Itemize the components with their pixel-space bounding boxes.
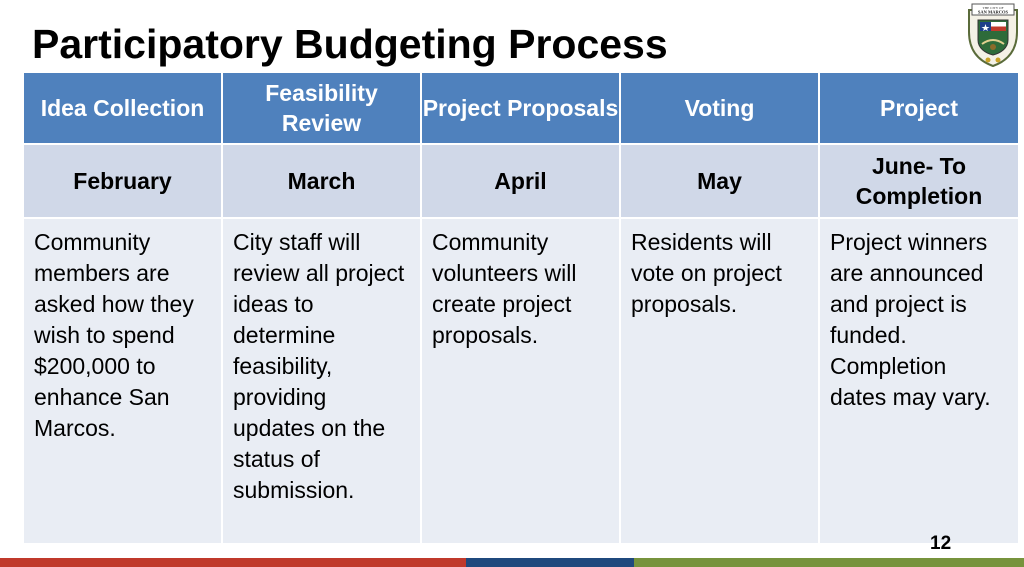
month-cell: February xyxy=(23,144,222,218)
process-table xyxy=(22,71,1020,545)
footer-bar-blue xyxy=(466,558,634,567)
city-seal-icon xyxy=(966,2,1020,68)
page-number: 12 xyxy=(930,533,952,554)
month-cell: March xyxy=(222,144,421,218)
svg-text:THE CITY OF: THE CITY OF xyxy=(982,6,1004,10)
phase-header: Feasibility Review xyxy=(222,72,421,144)
month-cell: June- To Completion xyxy=(819,144,1019,218)
phase-header: Project Proposals xyxy=(421,72,620,144)
description-cell: Community members are asked how they wish to spend $200,000 to enhance San Marcos. xyxy=(23,218,222,544)
page-title: Participatory Budgeting Process xyxy=(32,21,668,67)
description-row xyxy=(23,218,1019,544)
description-cell: Project winners are announced and project is funded. Completion dates may vary. xyxy=(819,218,1019,544)
description-cell: Residents will vote on project proposals. xyxy=(620,218,819,544)
phase-header: Idea Collection xyxy=(23,72,222,144)
footer-bar-green xyxy=(634,558,1024,567)
month-cell: April xyxy=(421,144,620,218)
month-row xyxy=(23,144,1019,218)
description-cell: City staff will review all project ideas to determine feasibility, providing updates on the status of submission. xyxy=(222,218,421,544)
month-cell: May xyxy=(620,144,819,218)
phase-header-row xyxy=(23,72,1019,144)
footer-bar-red xyxy=(0,558,466,567)
description-cell: Community volunteers will create project proposals. xyxy=(421,218,620,544)
svg-text:SAN MARCOS: SAN MARCOS xyxy=(977,9,1009,15)
phase-header: Voting xyxy=(620,72,819,144)
footer-color-bar xyxy=(0,558,1024,567)
phase-header: Project xyxy=(819,72,1019,144)
